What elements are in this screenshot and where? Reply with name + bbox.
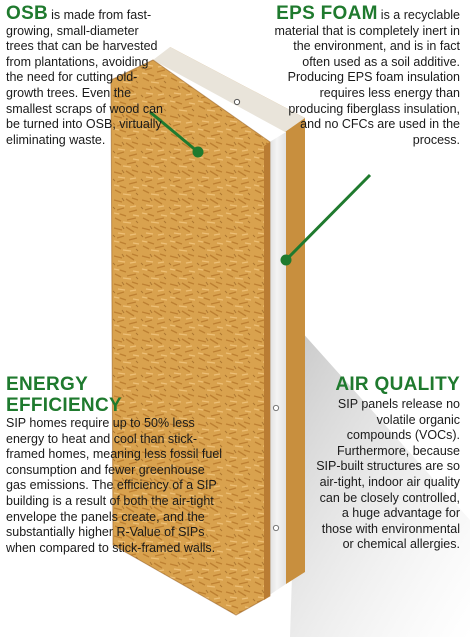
osb-description xyxy=(6,3,166,148)
osb-front-edge xyxy=(264,142,270,600)
osb-body: is made from fast-growing, small-diameter trees that can be harvested from plantations, avoiding the need for cutting old-growth trees. Even the smallest scraps of wood can be turned into OSB, virtually eliminating waste. xyxy=(6,8,164,147)
energy-body: SIP homes require up to 50% less energy to heat and cool than stick-framed homes, meaning less fossil fuel consumption and fewer greenhouse gas emissions. The efficiency of a SIP building is a result of both the air-tight envelope the panels create, and the substantially higher R-Value of SIPs when compared to stick-framed walls. xyxy=(6,416,223,555)
energy-heading-line2: EFFICIENCY xyxy=(6,395,122,416)
air-heading: AIR QUALITY xyxy=(335,374,460,395)
osb-heading: OSB xyxy=(6,3,49,24)
eps-heading: EPS FOAM xyxy=(276,3,378,24)
eps-pointer-dot xyxy=(281,255,292,266)
air-quality-description xyxy=(310,374,460,553)
osb-pointer-dot xyxy=(193,147,204,158)
spline-hole xyxy=(273,525,278,530)
eps-body: is a recyclable material that is completely inert in the environment, and is in fact often used as a soil additive. Producing EPS foam insulation requires less energy than producing fiberglass insulation, and no CFCs are used in the process. xyxy=(274,8,460,147)
energy-heading-line1: ENERGY xyxy=(6,374,89,395)
air-body: SIP panels release no volatile organic compounds (VOCs). Furthermore, because SIP-built structures are so air-tight, indoor air quality can be closely controlled, a huge advantage for those with environmental or chemical allergies. xyxy=(316,397,460,552)
spline-hole xyxy=(234,99,239,104)
energy-efficiency-description xyxy=(6,374,228,556)
spline-hole xyxy=(273,405,278,410)
eps-description xyxy=(270,3,460,148)
